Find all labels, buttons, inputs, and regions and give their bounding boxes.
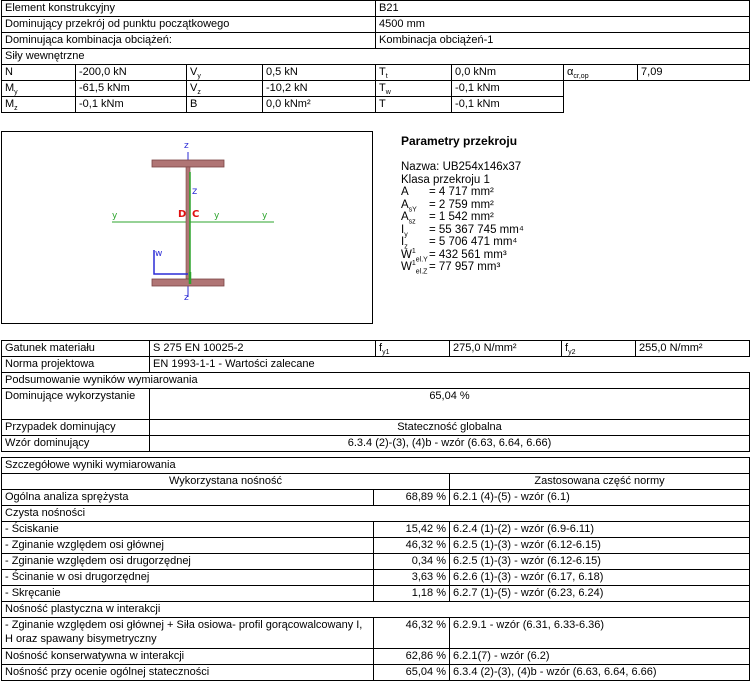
force-value: -0,1 kNm <box>76 97 187 113</box>
fy2-value: 255,0 N/mm² <box>636 341 750 357</box>
param-value: = 77 957 mm³ <box>429 261 501 273</box>
details-pct: 0,34 % <box>374 554 450 570</box>
params-class-value: 1 <box>483 173 490 186</box>
forces-header: Siły wewnętrzne <box>2 49 750 65</box>
force-symbol: $M_y$ <box>2 81 76 97</box>
details-label: - Ściskanie <box>2 522 374 538</box>
util-value: 65,04 % <box>150 389 750 420</box>
details-pct: 1,18 % <box>374 586 450 602</box>
grade-value: S 275 EN 10025-2 <box>150 341 376 357</box>
force-symbol: T <box>376 97 452 113</box>
details-header: Szczegółowe wyniki wymiarowania <box>2 458 750 474</box>
details-row <box>2 586 750 602</box>
formula-label: Wzór dominujący <box>2 436 150 452</box>
details-pct: 62,86 % <box>374 649 450 665</box>
params-name-row <box>401 161 741 174</box>
details-ref: 6.2.1(7) - wzór (6.2) <box>450 649 750 665</box>
details-section: Nośność plastyczna w interakcji <box>2 602 750 618</box>
force-symbol: N <box>2 65 76 81</box>
force-symbol: $V_y$ <box>187 65 263 81</box>
norm-label: Norma projektowa <box>2 357 150 373</box>
util-label: Dominujące wykorzystanie <box>2 389 150 420</box>
details-label: Nośność przy ocenie ogólnej stateczności <box>2 665 374 681</box>
details-col1-header: Wykorzystana nośność <box>2 474 450 490</box>
fy2-label: $f_{y2}$ <box>562 341 636 357</box>
details-section: Czysta nośności <box>2 506 750 522</box>
details-ref: 6.2.5 (1)-(3) - wzór (6.12-6.15) <box>450 538 750 554</box>
axis-z-mid-label: z <box>192 186 198 197</box>
param-symbol: A <box>401 186 409 198</box>
details-label: - Zginanie względem osi głównej <box>2 538 374 554</box>
case-label: Przypadek dominujący <box>2 420 150 436</box>
force-symbol: $V_z$ <box>187 81 263 97</box>
force-value: 0,0 kNm² <box>263 97 376 113</box>
details-label: Ogólna analiza sprężysta <box>2 490 374 506</box>
details-ref: 6.2.7 (1)-(5) - wzór (6.23, 6.24) <box>450 586 750 602</box>
details-pct: 3,63 % <box>374 570 450 586</box>
param-row <box>401 224 741 237</box>
param-value: = 2 759 mm² <box>429 198 494 211</box>
force-value: -0,1 kNm <box>452 97 564 113</box>
details-ref: 6.2.5 (1)-(3) - wzór (6.12-6.15) <box>450 554 750 570</box>
combo-label: Dominująca kombinacja obciążeń: <box>2 33 376 49</box>
details-label: - Zginanie względem osi drugorzędnej <box>2 554 374 570</box>
norm-value: EN 1993-1-1 - Wartości zalecane <box>150 357 750 373</box>
params-title: Parametry przekroju <box>401 134 518 148</box>
details-pct: 15,42 % <box>374 522 450 538</box>
axis-z-top-label: z <box>184 141 189 151</box>
param-row <box>401 199 741 212</box>
details-pct: 65,04 % <box>374 665 450 681</box>
i-beam-drawing <box>2 132 372 323</box>
param-row <box>401 261 741 274</box>
force-value: 0,5 kN <box>263 65 376 81</box>
empty-cell <box>564 81 750 113</box>
force-symbol: $M_z$ <box>2 97 76 113</box>
param-symbol: $A_{sz}$ <box>401 211 416 226</box>
params-class-row <box>401 174 741 187</box>
element-forces-table <box>1 0 750 113</box>
details-label: Nośność konserwatywna w interakcji <box>2 649 374 665</box>
force-value: -10,2 kN <box>263 81 376 97</box>
fy1-value: 275,0 N/mm² <box>450 341 562 357</box>
details-row <box>2 618 750 649</box>
fy1-label: $f_{y1}$ <box>376 341 450 357</box>
details-ref: 6.2.9.1 - wzór (6.31, 6.33-6.36) <box>450 618 750 649</box>
forces-row <box>2 65 750 81</box>
param-symbol: $W^1_{el.Z}$ <box>401 260 428 276</box>
point-d-label: D <box>178 209 187 220</box>
param-symbol: $A_{sY}$ <box>401 198 417 213</box>
alpha-symbol: $\alpha_{cr,op}$ <box>564 65 638 81</box>
details-row <box>2 538 750 554</box>
cross-section-figure <box>1 131 373 324</box>
param-row <box>401 186 741 199</box>
details-section-row <box>2 506 750 522</box>
param-value: = 4 717 mm² <box>429 186 494 198</box>
details-row <box>2 649 750 665</box>
details-section-row <box>2 602 750 618</box>
details-ref: 6.2.1 (4)-(5) - wzór (6.1) <box>450 490 750 506</box>
details-row <box>2 522 750 538</box>
details-pct: 46,32 % <box>374 538 450 554</box>
axis-y-mid-label: y <box>214 211 220 221</box>
force-value: -200,0 kN <box>76 65 187 81</box>
material-summary-table <box>1 340 750 452</box>
formula-value: 6.3.4 (2)-(3), (4)b - wzór (6.63, 6.64, 6.66) <box>150 436 750 452</box>
top-flange <box>152 160 224 167</box>
force-value: -0,1 kNm <box>452 81 564 97</box>
force-value: 0,0 kNm <box>452 65 564 81</box>
summary-header: Podsumowanie wyników wymiarowania <box>2 373 750 389</box>
details-row <box>2 554 750 570</box>
details-row <box>2 665 750 681</box>
force-value: -61,5 kNm <box>76 81 187 97</box>
param-value: = 1 542 mm² <box>429 211 494 223</box>
params-class-label: Klasa przekroju <box>401 173 481 186</box>
details-label: - Ścinanie w osi drugorzędnej <box>2 570 374 586</box>
param-value: = 55 367 745 mm⁴ <box>429 223 524 236</box>
element-value: B21 <box>376 1 750 17</box>
param-symbol: $I_y$ <box>401 223 408 238</box>
details-table <box>1 457 750 681</box>
forces-row <box>2 81 750 97</box>
combo-value: Kombinacja obciążeń-1 <box>376 33 750 49</box>
axis-z-bottom-label: z <box>184 293 189 303</box>
details-row <box>2 570 750 586</box>
force-symbol: $T_t$ <box>376 65 452 81</box>
details-pct: 46,32 % <box>374 618 450 649</box>
section-value: 4500 mm <box>376 17 750 33</box>
section-label: Dominujący przekrój od punktu początkowego <box>2 17 376 33</box>
details-ref: 6.3.4 (2)-(3), (4)b - wzór (6.63, 6.64, 6.66) <box>450 665 750 681</box>
param-row <box>401 236 741 249</box>
param-row <box>401 249 741 262</box>
param-row <box>401 211 741 224</box>
axis-y-right-label: y <box>262 211 268 221</box>
param-symbol: $I_z$ <box>401 236 408 251</box>
case-value: Stateczność globalna <box>150 420 750 436</box>
details-label: - Zginanie względem osi głównej + Siła osiowa- profil gorącowalcowany I, H oraz spawany bisymetryczny <box>2 618 374 649</box>
details-ref: 6.2.4 (1)-(2) - wzór (6.9-6.11) <box>450 522 750 538</box>
details-pct: 68,89 % <box>374 490 450 506</box>
param-symbol: $W^1_{el.Y}$ <box>401 247 428 263</box>
force-symbol: B <box>187 97 263 113</box>
element-label: Element konstrukcyjny <box>2 1 376 17</box>
details-label: - Skręcanie <box>2 586 374 602</box>
alpha-value: 7,09 <box>638 65 750 81</box>
details-ref: 6.2.6 (1)-(3) - wzór (6.17, 6.18) <box>450 570 750 586</box>
force-symbol: $T_w$ <box>376 81 452 97</box>
section-parameters <box>401 134 741 274</box>
grade-label: Gatunek materiału <box>2 341 150 357</box>
point-c-label: C <box>192 209 200 220</box>
details-row <box>2 490 750 506</box>
bottom-flange <box>152 279 224 286</box>
param-value: = 5 706 471 mm⁴ <box>429 236 518 248</box>
w-label: w <box>155 249 163 259</box>
details-col2-header: Zastosowana część normy <box>450 474 750 490</box>
params-name-value: UB254x146x37 <box>442 161 522 173</box>
param-value: = 432 561 mm³ <box>429 248 507 261</box>
axis-y-left-label: y <box>112 211 118 221</box>
params-name-label: Nazwa: <box>401 161 440 173</box>
